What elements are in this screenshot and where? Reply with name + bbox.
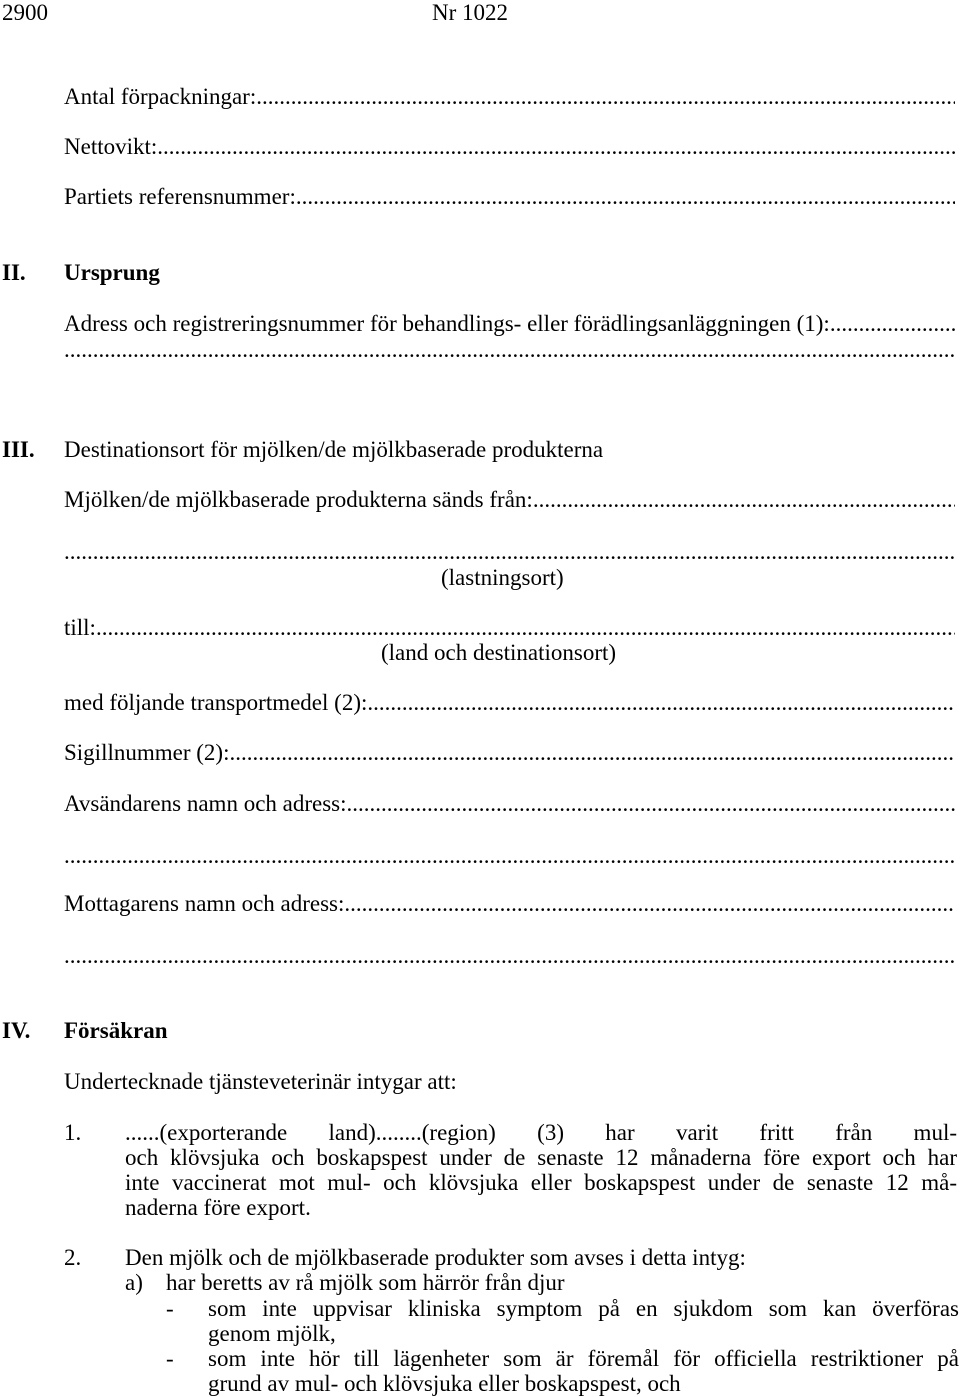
section-title: Försäkran [64,1018,168,1043]
field-label: Antal förpackningar: [64,84,257,109]
item1-line: och klövsjuka och boskapspest under de senaste 12 månaderna före export och har [125,1145,957,1170]
item1-line: ......(exporterande land)........(region) (3) har varit fritt från mul- [125,1120,957,1145]
item-number: 1. [64,1120,82,1145]
caption-country-destination: (land och destinationsort) [381,640,617,665]
dotted-line-continuation [64,943,955,969]
field-recipient [64,891,955,917]
dotted-fill [64,943,955,969]
dotted-fill [533,487,955,513]
field-package-count [64,84,955,110]
caption-loading-place: (lastningsort) [441,565,564,590]
field-net-weight [64,134,955,160]
dotted-fill [367,690,955,716]
dotted-fill [64,337,955,363]
dotted-fill [830,311,955,337]
field-destination [64,615,955,641]
dotted-fill [296,184,955,210]
section-title: Destinationsort för mjölken/de mjölkbaserade produkterna [64,437,604,462]
dotted-fill [344,891,955,917]
section-numeral: II. [2,260,26,285]
field-seal-number [64,740,955,766]
field-transport [64,690,955,716]
item1-line: naderna före export. [125,1195,311,1220]
dotted-fill [347,791,955,817]
declaration-intro: Undertecknade tjänsteveterinär intygar att: [64,1069,457,1094]
field-origin-address [64,311,955,337]
sub-item-text: har beretts av rå mjölk som härrör från djur [166,1270,565,1295]
bullet-line: grund av mul- och klövsjuka eller boskapspest, och [208,1371,681,1396]
bullet-line: som inte uppvisar kliniska symptom på en sjukdom som kan överföras [208,1296,959,1321]
field-sender [64,791,955,817]
field-label: Mjölken/de mjölkbaserade produkterna sänds från: [64,487,533,512]
page-number: 2900 [2,0,48,25]
bullet-dash: - [166,1296,174,1321]
field-label: Nettovikt: [64,134,158,159]
section-numeral: III. [2,437,35,462]
dotted-fill [157,134,955,160]
item-number: 2. [64,1245,82,1270]
dotted-line-continuation [64,337,955,363]
dotted-fill [256,84,955,110]
dotted-fill [64,843,955,869]
field-label: Adress och registreringsnummer för behandlings- eller förädlingsanläggningen (1): [64,311,830,336]
field-label: Sigillnummer (2): [64,740,230,765]
bullet-line: som inte hör till lägenheter som är föremål för officiella restriktioner på [208,1346,959,1371]
bullet-dash: - [166,1346,174,1371]
document-number: Nr 1022 [432,0,509,25]
dotted-fill [96,615,955,641]
dotted-fill [64,539,955,565]
sub-item-label: a) [125,1270,143,1295]
section-numeral: IV. [2,1018,31,1043]
item2-text: Den mjölk och de mjölkbaserade produkter som avses i detta intyg: [125,1245,746,1270]
bullet-line: genom mjölk, [208,1321,336,1346]
field-batch-reference [64,184,955,210]
dotted-line-continuation [64,539,955,565]
field-label: Avsändarens namn och adress: [64,791,347,816]
item1-line: inte vaccinerat mot mul- och klövsjuka eller boskapspest under de senaste 12 må- [125,1170,957,1195]
field-label: till: [64,615,96,640]
field-label: Mottagarens namn och adress: [64,891,345,916]
dotted-fill [229,740,955,766]
dotted-line-continuation [64,843,955,869]
field-label: Partiets referensnummer: [64,184,296,209]
section-title: Ursprung [64,260,160,285]
field-label: med följande transportmedel (2): [64,690,368,715]
field-sent-from [64,487,955,513]
